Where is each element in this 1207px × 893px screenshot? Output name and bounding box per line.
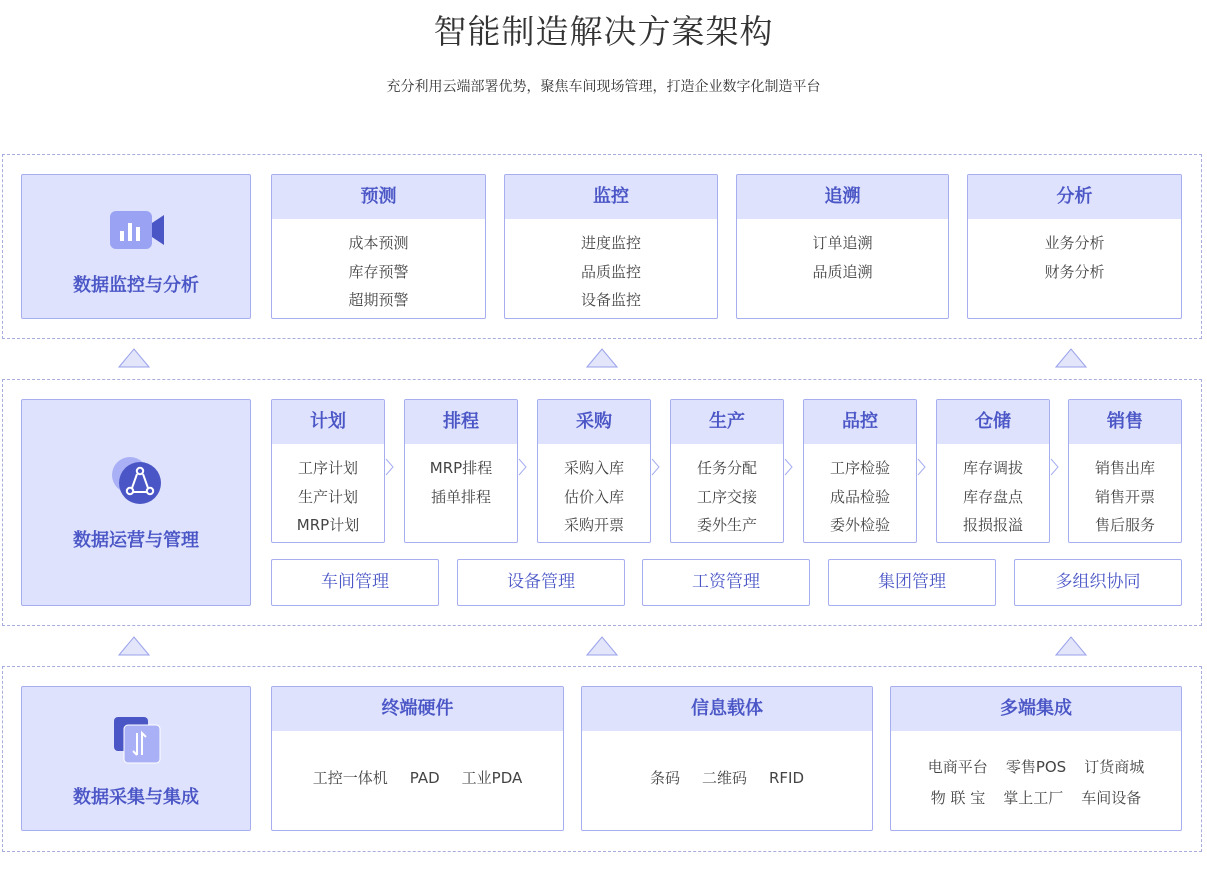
module-item: 插单排程 <box>430 487 491 506</box>
module-item: 财务分析 <box>1044 262 1105 281</box>
module-plan <box>271 399 385 543</box>
side-panel-operations <box>21 399 251 606</box>
module-item: 成本预测 <box>348 234 409 252</box>
module-quality <box>803 399 917 543</box>
mgmt-workshop: 车间管理 <box>271 559 439 606</box>
module-monitor <box>504 174 718 319</box>
module-item: 掌上工厂 <box>1003 789 1064 807</box>
module-info-carrier <box>581 686 873 831</box>
module-item: 工序交接 <box>696 487 757 506</box>
module-item: 订货商城 <box>1084 758 1145 776</box>
chevron-right-icon <box>1050 458 1060 476</box>
module-item: 库存调拔 <box>962 459 1023 477</box>
module-warehouse <box>936 399 1050 543</box>
module-item: 采购入库 <box>563 459 624 477</box>
module-item: 成品检验 <box>829 487 890 506</box>
mgmt-equipment: 设备管理 <box>457 559 625 606</box>
module-title: 分析 <box>968 175 1181 219</box>
module-forecast <box>271 174 486 319</box>
module-production <box>670 399 784 543</box>
module-item: 生产计划 <box>297 487 358 506</box>
chevron-right-icon <box>784 458 794 476</box>
up-arrow-icon <box>118 636 150 656</box>
module-item: 电商平台 <box>927 758 988 776</box>
module-item: 订单追溯 <box>812 234 873 252</box>
module-item: 工序检验 <box>829 459 890 477</box>
module-item: 超期预警 <box>348 291 409 309</box>
module-purchase <box>537 399 651 543</box>
side-label-monitoring: 数据监控与分析 <box>73 275 199 296</box>
up-arrow-icon <box>118 348 150 368</box>
module-sales <box>1068 399 1182 543</box>
module-title: 品控 <box>804 400 916 444</box>
module-title: 监控 <box>505 175 717 219</box>
module-item: 库存盘点 <box>962 487 1023 506</box>
module-title: 终端硬件 <box>272 687 563 731</box>
module-item: 销售开票 <box>1094 487 1155 506</box>
module-item: RFID <box>769 769 805 787</box>
chevron-right-icon <box>518 458 528 476</box>
side-panel-monitoring <box>21 174 251 319</box>
module-item: 品质追溯 <box>812 262 873 281</box>
module-title: 仓储 <box>937 400 1049 444</box>
module-item: 进度监控 <box>580 234 641 252</box>
mgmt-payroll: 工资管理 <box>642 559 810 606</box>
share-network-icon <box>106 455 168 507</box>
module-item: 报损报溢 <box>962 516 1023 534</box>
side-label-operations: 数据运营与管理 <box>73 530 199 551</box>
module-title: 生产 <box>671 400 783 444</box>
module-title: 排程 <box>405 400 517 444</box>
module-item: PAD <box>409 769 440 787</box>
module-item: 委外检验 <box>829 516 890 534</box>
module-terminal-hardware <box>271 686 564 831</box>
chevron-right-icon <box>917 458 927 476</box>
up-arrow-icon <box>586 348 618 368</box>
chevron-right-icon <box>651 458 661 476</box>
module-item: 工业PDA <box>461 769 523 787</box>
module-title: 销售 <box>1069 400 1181 444</box>
module-item: 工序计划 <box>297 459 358 477</box>
module-item: 工控一体机 <box>312 769 388 787</box>
up-arrow-icon <box>1055 348 1087 368</box>
video-chart-icon <box>106 205 168 257</box>
module-schedule <box>404 399 518 543</box>
module-item: 物 联 宝 <box>930 789 986 807</box>
module-item: 零售POS <box>1005 758 1067 776</box>
module-title: 预测 <box>272 175 485 219</box>
module-item: 委外生产 <box>696 516 757 534</box>
module-item: 二维码 <box>701 769 747 787</box>
module-item: 库存预警 <box>348 262 409 281</box>
page-subtitle: 充分利用云端部署优势，聚焦车间现场管理，打造企业数字化制造平台 <box>386 79 821 95</box>
module-item: 任务分配 <box>696 459 757 477</box>
side-label-collection: 数据采集与集成 <box>73 787 199 808</box>
module-traceability <box>736 174 949 319</box>
module-item: 销售出库 <box>1094 459 1155 477</box>
up-arrow-icon <box>586 636 618 656</box>
module-title: 计划 <box>272 400 384 444</box>
chevron-right-icon <box>385 458 395 476</box>
module-item: 采购开票 <box>563 516 624 534</box>
page-title: 智能制造解决方案架构 <box>433 12 774 51</box>
module-item: 车间设备 <box>1081 789 1142 807</box>
module-item: 售后服务 <box>1094 516 1155 534</box>
module-multi-integration <box>890 686 1182 831</box>
mgmt-multi-org: 多组织协同 <box>1014 559 1182 606</box>
module-analysis <box>967 174 1182 319</box>
mgmt-group: 集团管理 <box>828 559 996 606</box>
side-panel-collection <box>21 686 251 831</box>
up-arrow-icon <box>1055 636 1087 656</box>
module-item: 品质监控 <box>580 262 641 281</box>
module-item: 业务分析 <box>1044 234 1105 252</box>
module-item: 条码 <box>649 769 680 787</box>
module-item: 估价入库 <box>563 487 624 506</box>
transfer-arrows-icon <box>106 715 168 767</box>
module-title: 信息载体 <box>582 687 872 731</box>
module-title: 采购 <box>538 400 650 444</box>
module-item: 设备监控 <box>580 291 641 309</box>
module-title: 多端集成 <box>891 687 1181 731</box>
module-item: MRP计划 <box>296 516 360 534</box>
module-item: MRP排程 <box>429 459 493 477</box>
module-title: 追溯 <box>737 175 948 219</box>
